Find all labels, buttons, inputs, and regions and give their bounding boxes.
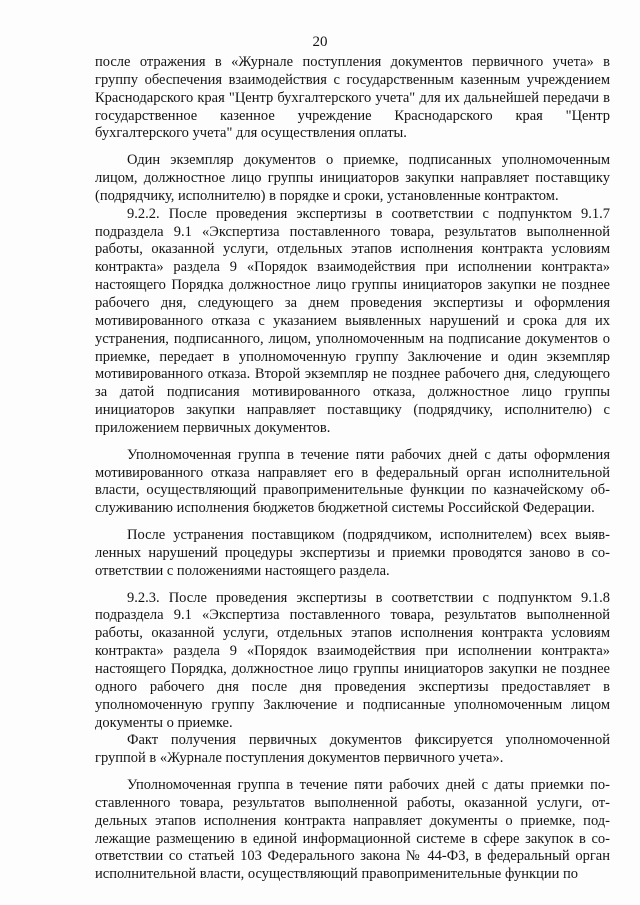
paragraph-copy-to-supplier: Один экземпляр документов о приемке, подписанных уполномоченным лицом, должностное лицо группы инициаторов закупки направляет поставщику (подрядчику, исполнителю) в порядке и сроки, установленные контрактом. <box>95 152 610 204</box>
page-number: 20 <box>312 34 328 50</box>
paragraph-continuation: после отражения в «Журнале поступления документов первичного учета» в группу обеспечения взаимодействия с государственным казенным учреждением Краснодарского края "Центр бухгалтерского учета" для их дальнейшей передачи в государственное казенное учреждение Краснодарского края "Центр бухгалтерского учета" для осуществления оплаты. <box>95 54 610 142</box>
paragraph-five-days: Уполномоченная группа в течение пяти рабочих дней с даты приемки поставленного товара, результатов выполненной работы, оказанной услуги, отдельных этапов исполнения контракта направляет документы о приемке, подлежащие размещению в единой информационной системе в сфере закупок в соответствии со статьей 103 Федерального закона № 44-ФЗ, в федеральный орган исполнительной власти, осуществляющий правоприменительные функции по <box>95 777 610 883</box>
paragraph-9-2-3: 9.2.3. После проведения экспертизы в соответствии с подпунктом 9.1.8 подраздела 9.1 «Экспертиза поставленного товара, результатов выполненной работы, оказанной услуги, отдельных этапов исполнения контракта условиям контракта» раздела 9 «Порядок взаимодействия при исполнении контракта» настоящего Порядка, должностное лицо группы инициаторов закупки не позднее одного рабочего дня после дня проведения экспертизы предоставляет в уполномоченную группу Заключение и подписанные уполномоченным лицом документы о приемке. <box>95 589 610 731</box>
paragraph-motivated-refusal: Уполномоченная группа в течение пяти рабочих дней с даты оформления мотивированного отказа направляет его в федеральный орган исполнительной власти, осуществляющий правоприменительные функции по казначейскому обслуживанию исполнения бюджетов бюджетной системы Российской Федерации. <box>95 446 610 517</box>
paragraph-9-2-2: 9.2.2. После проведения экспертизы в соответствии с подпунктом 9.1.7 подраздела 9.1 «Экспертиза поставленного товара, результатов выполненной работы, оказанной услуги, отдельных этапов исполнения контракта условиям контракта» раздела 9 «Порядок взаимодействия при исполнении контракта» настоящего Порядка должностное лицо группы инициаторов закупки не позднее рабочего дня, следующего за днем проведения экспертизы и оформления мотивированного отказа с указанием выявленных нарушений и срока для их устранения, подписанного, лицом, уполномоченным на подписание документов о приемке, передает в уполномоченную группу Заключение и один экземпляр мотивированного отказа. Второй экземпляр не позднее рабочего дня, следующего за датой подписания мотивированного отказа, должностное лицо группы инициаторов закупки направляет поставщику (подрядчику, исполнителю) с приложением первичных документов. <box>95 205 610 436</box>
paragraph-after-elimination: После устранения поставщиком (подрядчиком, исполнителем) всех выявленных нарушений процедуры экспертизы и приемки проводятся заново в соответствии с положениями настоящего раздела. <box>95 527 610 579</box>
paragraph-receipt-fact: Факт получения первичных документов фиксируется уполномоченной группой в «Журнале поступления документов первичного учета». <box>95 732 610 767</box>
document-body <box>95 54 610 884</box>
